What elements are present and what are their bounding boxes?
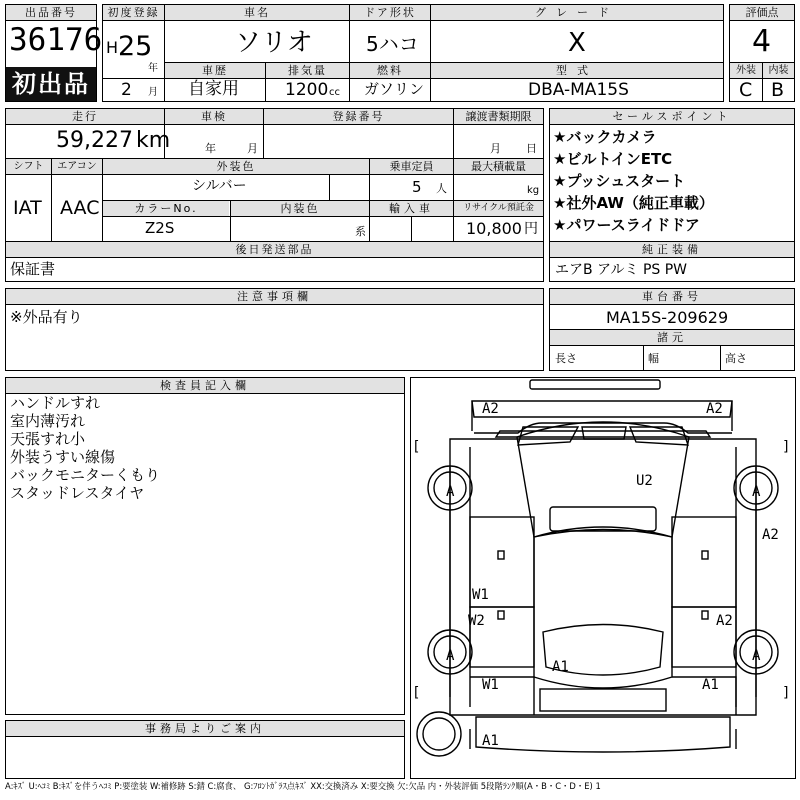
exterior-grade: C <box>739 79 753 101</box>
first-listing-text: 初出品 <box>12 70 90 98</box>
grade-label: グレード <box>431 5 723 20</box>
later-parts-label: 後日発送部品 <box>6 242 543 257</box>
fuel-label: 燃料 <box>350 63 430 78</box>
shift-label: シフト <box>6 159 51 174</box>
damage-mark: A1 <box>702 677 719 693</box>
legend: A:ｷｽﾞ U:ﾍｺﾐ B:ｷｽﾞを伴うﾍｺﾐ P:要塗装 W:補修跡 S:錆 C:腐食、 G:ﾌﾛﾝﾄｶﾞﾗｽ点ｷｽﾞ XX:交換済み X:要交換 欠:欠品 内・外装評価 5段階ﾗﾝｸ順(A・B・C・D・E) 1 <box>5 781 601 791</box>
inspector-line-3: 天張すれ小 <box>10 430 86 448</box>
capacity-label: 乗車定員 <box>370 159 453 174</box>
exterior-grade-label: 外装 <box>730 63 762 78</box>
height-label: 高さ <box>725 352 747 365</box>
sales-point-1: ★バックカメラ <box>553 128 657 146</box>
first-reg-label: 初度登録 <box>103 5 164 20</box>
notes-label: 注意事項欄 <box>6 289 543 304</box>
damage-mark: A1 <box>482 733 499 749</box>
damage-mark: W1 <box>482 677 499 693</box>
mileage-unit: km <box>136 128 171 153</box>
inspection-label: 車検 <box>165 109 263 124</box>
standard-equipment-value: エアB アルミ PS PW <box>555 262 688 278</box>
diagram-bracket-1: [ <box>412 439 421 455</box>
chassis-label: 車台番号 <box>550 289 794 304</box>
history-label: 車歴 <box>165 63 265 78</box>
sales-point-5: ★パワースライドドア <box>553 216 700 234</box>
damage-mark: A <box>446 484 455 500</box>
displacement-label: 排気量 <box>266 63 349 78</box>
grade: X <box>568 28 586 58</box>
sales-point-2: ★ビルトインETC <box>553 150 673 168</box>
damage-mark: A1 <box>552 659 569 675</box>
displacement-unit: cc <box>329 87 340 98</box>
damage-mark: W1 <box>472 587 489 603</box>
transfer-day-unit: 日 <box>526 142 537 155</box>
shift: IAT <box>13 197 42 219</box>
first-reg-month: 2 <box>121 80 132 100</box>
inspector-line-2: 室内薄汚れ <box>10 412 86 430</box>
transfer-month-unit: 月 <box>490 142 501 155</box>
sales-points-label: セールスポイント <box>550 109 794 124</box>
width-label: 幅 <box>648 352 659 365</box>
import-label: 輸入車 <box>370 201 453 216</box>
capacity: 5 <box>412 178 422 196</box>
office-label: 事務局よりご案内 <box>6 721 404 736</box>
notes-value: ※外品有り <box>10 308 83 326</box>
inspector-line-1: ハンドルすれ <box>10 394 101 412</box>
listing-number: 36176 <box>9 22 103 58</box>
damage-mark: A <box>752 648 761 664</box>
damage-mark: A2 <box>762 527 779 543</box>
exterior-color: シルバー <box>192 178 247 194</box>
damage-mark: A2 <box>482 401 499 417</box>
first-reg-year: 25 <box>118 31 153 62</box>
max-load-unit: kg <box>527 185 540 196</box>
inspector-line-4: 外装うすい線傷 <box>10 448 116 466</box>
model-code: DBA-MA15S <box>528 80 629 100</box>
color-no: Z2S <box>145 219 175 237</box>
damage-mark: U2 <box>636 473 653 489</box>
era-letter: H <box>106 38 119 57</box>
damage-mark: A2 <box>716 613 733 629</box>
listing-number-label: 出品番号 <box>6 5 96 20</box>
capacity-unit: 人 <box>436 182 447 195</box>
mileage-label: 走行 <box>6 109 164 124</box>
inspector-line-6: スタッドレスタイヤ <box>10 484 145 502</box>
later-parts-value: 保証書 <box>10 260 56 278</box>
standard-equipment-label: 純正装備 <box>550 242 794 257</box>
first-reg-month-unit: 月 <box>148 87 158 98</box>
interior-grade-label: 内装 <box>763 63 794 78</box>
car-damage-diagram <box>410 377 796 779</box>
interior-color-label: 内装色 <box>231 201 369 216</box>
score-value: 4 <box>752 24 772 59</box>
inspection-month-unit: 月 <box>247 142 258 155</box>
sales-point-4: ★社外AW（純正車載） <box>553 194 714 212</box>
aircon: AAC <box>60 197 100 219</box>
color-no-label: カラーNo. <box>103 201 229 216</box>
diagram-bracket-2: ] <box>782 439 791 455</box>
door-type-label: ドア形状 <box>350 5 430 20</box>
sales-point-3: ★プッシュスタート <box>553 172 686 190</box>
transfer-label: 譲渡書類期限 <box>454 109 543 124</box>
first-listing-badge <box>6 67 96 101</box>
damage-mark: A <box>752 484 761 500</box>
damage-mark: W2 <box>468 613 485 629</box>
chassis-number: MA15S-209629 <box>606 308 729 327</box>
aircon-label: エアコン <box>52 159 102 174</box>
inspector-line-5: バックモニターくもり <box>10 466 161 484</box>
diagram-bracket-3: [ <box>412 685 421 701</box>
first-reg-year-unit: 年 <box>148 63 158 74</box>
interior-grade: B <box>771 79 785 101</box>
recycle-unit: 円 <box>524 221 538 237</box>
fuel: ガソリン <box>364 80 425 98</box>
inspector-label: 検査員記入欄 <box>6 378 404 393</box>
score-label: 評価点 <box>730 5 794 20</box>
recycle: 10,800 <box>466 219 522 238</box>
model-code-label: 型式 <box>431 63 723 78</box>
length-label: 長さ <box>555 352 577 365</box>
diagram-bracket-4: ] <box>782 685 791 701</box>
inspection-year-unit: 年 <box>205 142 216 155</box>
displacement: 1200 <box>285 80 329 100</box>
damage-mark: A2 <box>706 401 723 417</box>
interior-color-suffix: 系 <box>355 225 366 238</box>
specs-label: 諸元 <box>550 330 794 345</box>
door-type: 5ハコ <box>366 32 419 56</box>
recycle-label: リサイクル預託金 <box>454 201 543 216</box>
car-name: ソリオ <box>235 28 313 58</box>
mileage: 59,227 <box>56 128 133 153</box>
history: 自家用 <box>188 79 239 99</box>
car-name-label: 車名 <box>165 5 349 20</box>
damage-mark: A <box>446 648 455 664</box>
exterior-color-label: 外装色 <box>103 159 369 174</box>
max-load-label: 最大積載量 <box>454 159 543 174</box>
plate-label: 登録番号 <box>264 109 453 124</box>
